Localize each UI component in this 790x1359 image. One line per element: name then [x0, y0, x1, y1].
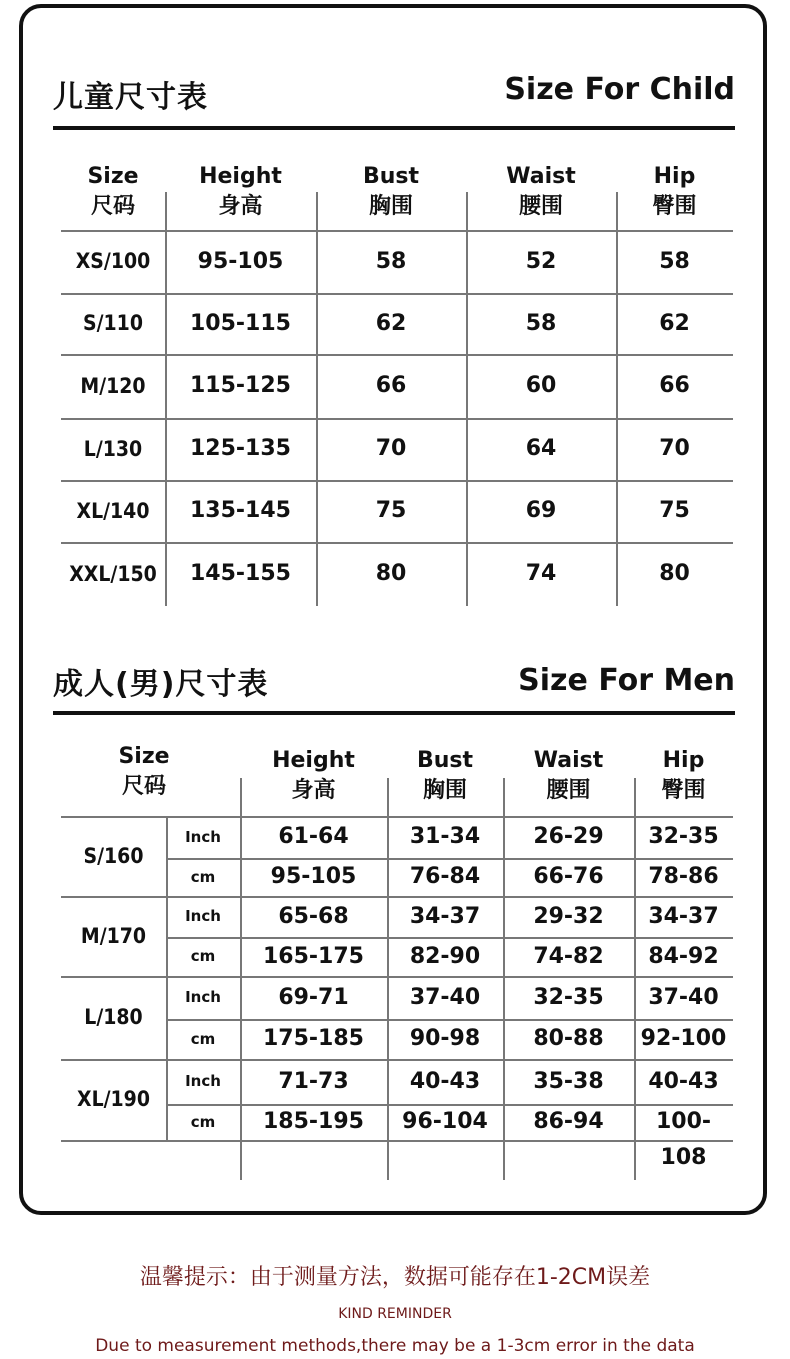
child-size-cell: XXL/150 — [69, 562, 157, 586]
child-header-hip-cn: 臀围 — [652, 194, 697, 219]
child-header-height-en: Height — [199, 164, 282, 189]
men-value-cell: 32-35 — [648, 824, 719, 849]
men-value-cell: 80-88 — [533, 1026, 604, 1051]
men-value-cell: 82-90 — [409, 944, 481, 969]
child-value-cell: 80 — [659, 561, 690, 586]
child-value-cell: 125-135 — [190, 436, 291, 461]
men-header-divider — [387, 778, 389, 816]
child-title-en: Size For Child — [504, 72, 735, 107]
child-value-cell: 52 — [525, 249, 557, 274]
child-header-divider — [165, 192, 167, 230]
child-header-divider — [616, 192, 618, 230]
men-header-height-en: Height — [272, 748, 355, 773]
men-size-cell: L/180 — [84, 1005, 143, 1029]
men-unit-cell: cm — [190, 1030, 216, 1048]
child-value-cell: 58 — [525, 311, 557, 336]
men-unit-cell: Inch — [185, 1072, 221, 1090]
child-size-cell: L/130 — [83, 437, 143, 461]
child-value-cell: 95-105 — [197, 249, 284, 274]
child-header-bust-cn: 胸围 — [368, 194, 413, 219]
men-value-cell: 40-43 — [648, 1069, 719, 1094]
child-header-height — [165, 162, 316, 222]
men-section-header — [53, 659, 735, 709]
men-header-hip-cn: 臀围 — [661, 778, 706, 803]
men-size-cell: XL/190 — [77, 1087, 150, 1111]
men-header-size — [61, 742, 227, 802]
men-value-cell: 84-92 — [648, 944, 719, 969]
child-header-size-en: Size — [87, 164, 139, 189]
men-header-divider — [634, 778, 636, 816]
reminder-en-text: Due to measurement methods,there may be a 1-3cm error in the data — [95, 1336, 695, 1356]
men-title-cn: 成人(男)尺寸表 — [53, 667, 269, 702]
child-value-cell: 70 — [375, 436, 407, 461]
men-header-waist-cn: 腰围 — [546, 778, 591, 803]
men-value-cell: 37-40 — [648, 985, 719, 1010]
child-value-cell: 69 — [525, 498, 557, 523]
men-value-cell: 65-68 — [278, 904, 349, 929]
child-title-cn: 儿童尺寸表 — [53, 80, 208, 115]
child-value-cell: 145-155 — [190, 561, 291, 586]
men-value-cell: 86-94 — [533, 1109, 604, 1134]
men-value-cell: 96-104 — [402, 1109, 488, 1134]
reminder-title: KIND REMINDER — [338, 1306, 452, 1322]
child-value-cell: 75 — [375, 498, 407, 523]
men-header-size-cn: 尺码 — [121, 774, 166, 799]
men-unit-cell: Inch — [185, 828, 221, 846]
men-header-bust-cn: 胸围 — [422, 778, 467, 803]
child-value-cell: 62 — [659, 311, 690, 336]
men-value-cell: 92-100 — [640, 1026, 727, 1051]
men-value-cell: 175-185 — [263, 1026, 364, 1051]
men-header-hip-en: Hip — [662, 748, 705, 773]
child-header-divider — [316, 192, 318, 230]
child-header-hip — [616, 162, 733, 222]
men-title-rule — [53, 711, 735, 715]
men-value-cell: 78-86 — [648, 864, 719, 889]
child-size-cell: S/110 — [83, 311, 143, 335]
men-value-cell: 69-71 — [278, 985, 349, 1010]
child-header-height-cn: 身高 — [218, 194, 263, 219]
men-value-cell: 74-82 — [533, 944, 604, 969]
child-header-bust-en: Bust — [362, 164, 420, 189]
child-value-cell: 66 — [375, 373, 407, 398]
men-size-cell: S/160 — [83, 844, 144, 868]
men-value-cell: 61-64 — [278, 824, 349, 849]
child-value-cell: 58 — [375, 249, 407, 274]
men-value-cell: 34-37 — [648, 904, 719, 929]
child-value-cell: 70 — [659, 436, 690, 461]
child-value-cell: 75 — [659, 498, 690, 523]
child-value-cell: 60 — [525, 373, 557, 398]
men-value-cell: 34-37 — [409, 904, 481, 929]
men-value-cell: 29-32 — [533, 904, 604, 929]
men-value-cell: 66-76 — [533, 864, 604, 889]
men-header-divider — [240, 778, 242, 816]
men-value-cell: 26-29 — [533, 824, 604, 849]
child-section-header — [53, 72, 735, 122]
child-title-rule — [53, 126, 735, 130]
child-value-cell: 115-125 — [190, 373, 291, 398]
men-header-waist — [503, 746, 634, 806]
men-group-divider — [61, 1140, 733, 1142]
child-value-cell: 135-145 — [190, 498, 291, 523]
child-size-cell: XS/100 — [75, 249, 151, 273]
men-value-cell: 95-105 — [270, 864, 357, 889]
men-value-cell: 40-43 — [409, 1069, 481, 1094]
men-header-waist-en: Waist — [533, 748, 604, 773]
men-value-cell: 31-34 — [409, 824, 481, 849]
men-header-size-en: Size — [118, 744, 170, 769]
child-value-cell: 105-115 — [190, 311, 291, 336]
child-header-size-cn: 尺码 — [90, 194, 135, 219]
men-value-cell: 37-40 — [409, 985, 481, 1010]
child-header-hip-en: Hip — [653, 164, 696, 189]
men-value-cell: 100-108 — [655, 1109, 712, 1170]
men-header-bust — [387, 746, 503, 806]
reminder-cn-text: 温馨提示：由于测量方法，数据可能存在1-2CM误差 — [139, 1265, 651, 1290]
men-value-cell: 32-35 — [533, 985, 604, 1010]
child-header-waist-cn: 腰围 — [518, 194, 563, 219]
child-header-divider — [466, 192, 468, 230]
child-value-cell: 64 — [525, 436, 557, 461]
child-value-cell: 58 — [659, 249, 690, 274]
child-value-cell: 74 — [525, 561, 557, 586]
child-value-cell: 80 — [375, 561, 407, 586]
men-unit-cell: cm — [190, 868, 216, 886]
men-value-cell: 90-98 — [409, 1026, 481, 1051]
men-value-cell: 76-84 — [409, 864, 481, 889]
child-header-size — [61, 162, 165, 222]
men-header-height — [240, 746, 387, 806]
child-header-waist-en: Waist — [506, 164, 576, 189]
men-value-cell: 165-175 — [263, 944, 364, 969]
men-value-cell: 35-38 — [533, 1069, 604, 1094]
men-unit-cell: Inch — [185, 988, 221, 1006]
men-header-divider — [503, 778, 505, 816]
men-value-cell: 185-195 — [263, 1109, 364, 1134]
men-unit-cell: cm — [190, 947, 216, 965]
men-header-height-cn: 身高 — [291, 778, 336, 803]
men-title-en: Size For Men — [518, 663, 735, 698]
men-unit-cell: Inch — [185, 907, 221, 925]
child-value-cell: 62 — [375, 311, 407, 336]
men-header-hip — [634, 746, 733, 806]
child-header-bust — [316, 162, 466, 222]
child-header-waist — [466, 162, 616, 222]
men-header-bust-en: Bust — [416, 748, 474, 773]
men-size-cell: M/170 — [80, 924, 147, 948]
child-size-cell: XL/140 — [76, 499, 150, 523]
child-value-cell: 66 — [659, 373, 690, 398]
child-size-cell: M/120 — [80, 374, 146, 398]
men-unit-cell: cm — [190, 1113, 216, 1131]
men-value-cell: 71-73 — [278, 1069, 349, 1094]
